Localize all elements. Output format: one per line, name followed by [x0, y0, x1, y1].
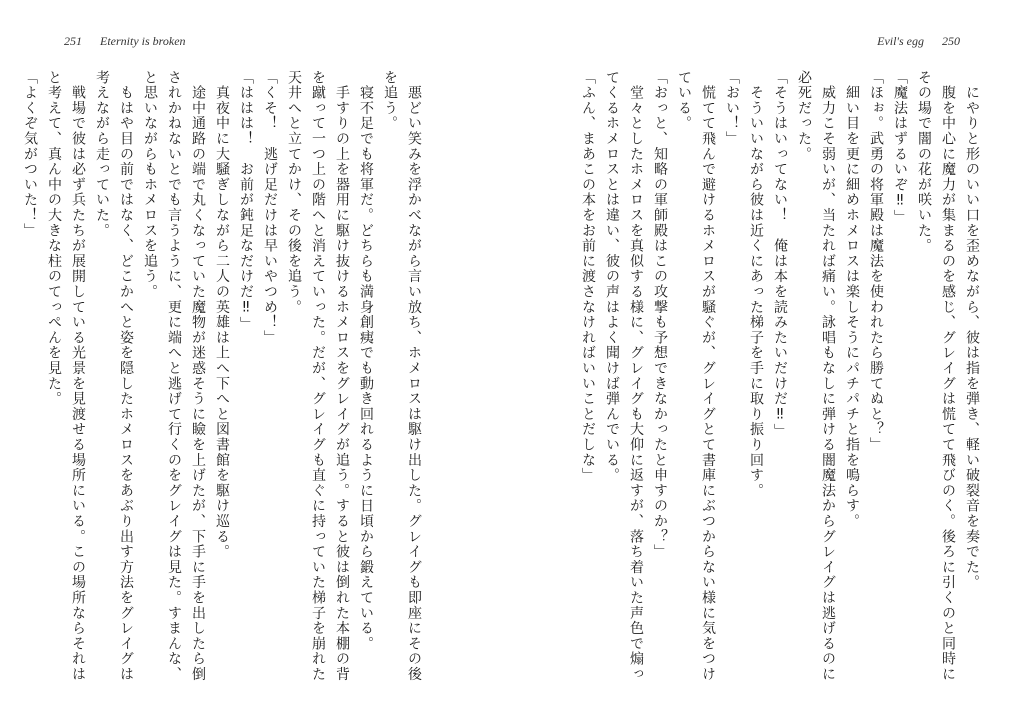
text-line: を追う。 [382, 70, 398, 132]
text-line: てくるホメロスとは違い、彼の声はよく聞けば弾んでいる。 [604, 70, 620, 484]
text-line: 「魔法はずるいぞ‼」 [892, 70, 908, 225]
left-page-header [64, 34, 186, 49]
text-line: 「ほぉ。武勇の将軍殿は魔法を使われたら勝てぬと？」 [868, 70, 884, 453]
text-line: 必死だった。 [796, 70, 812, 162]
text-line: 細い目を更に細めホメロスは楽しそうにパチパチと指を鳴らす。 [844, 70, 860, 529]
text-line: と考えて、真ん中の大きな柱のてっぺんを見た。 [46, 70, 62, 407]
right-page-body [580, 70, 984, 710]
left-running-title: Eternity is broken [100, 34, 186, 48]
text-line: 堂々としたホメロスを真似する様に、グレイグも大仰に返すが、落ち着いた声色で煽っ [628, 70, 644, 682]
text-line: 手すりの上を器用に駆け抜けるホメロスをグレイグが追う。すると彼は倒れた本棚の背 [334, 70, 350, 682]
right-page-number: 250 [942, 34, 960, 48]
text-line: 「そうはいってない！ 俺は本を読みたいだけだ‼」 [772, 70, 788, 440]
text-line: 「よくぞ気がついた！」 [22, 70, 38, 239]
text-line: そういいながら彼は近くにあった梯子を手に取り振り回す。 [748, 70, 764, 499]
text-line: 寝不足でも将軍だ。どちらも満身創痍でも動き回れるように日頃から鍛えている。 [358, 70, 374, 652]
text-line: 「おっと、知略の軍師殿はこの攻撃も予想できなかったと申すのか？」 [652, 70, 668, 560]
text-line: 天井へと立てかけ、その後を追う。 [286, 70, 302, 315]
text-line: 「ははは！ お前が鈍足なだけだ‼」 [238, 70, 254, 333]
text-line: 戦場で彼は必ず兵たちが展開している光景を見渡せる場所にいる。この場所ならそれは [70, 70, 86, 682]
text-line: を蹴って一つ上の階へと消えていった。だが、グレイグも直ぐに持っていた梯子を崩れた [310, 70, 326, 682]
text-line: 悪どい笑みを浮かべながら言い放ち、ホメロスは駆け出した。グレイグも即座にその後 [406, 70, 422, 682]
text-line: ている。 [676, 70, 692, 132]
right-running-title: Evil's egg [877, 34, 924, 48]
text-line: その場で闇の花が咲いた。 [916, 70, 932, 254]
text-line: 威力こそ弱いが、当たれば痛い。詠唱もなしに弾ける闇魔法からグレイグは逃げるのに [820, 70, 836, 682]
text-line: にやりと形のいい口を歪めながら、彼は指を弾き、軽い破裂音を奏でた。 [964, 70, 980, 591]
text-line: 真夜中に大騒ぎしながら二人の英雄は上へ下へと図書館を駆け巡る。 [214, 70, 230, 560]
text-line: 「くそ！ 逃げ足だけは早いやつめ！」 [262, 70, 278, 346]
text-line: 腹を中心に魔力が集まるのを感じ、グレイグは慌てて飛びのく。後ろに引くのと同時に [940, 70, 956, 682]
text-line: もはや目の前ではなく、どこかへと姿を隠したホメロスをあぶり出す方法をグレイグは [118, 70, 134, 682]
left-page-body [22, 70, 426, 710]
text-line: 途中通路の端で丸くなっていた魔物が迷惑そうに瞼を上げたが、下手に手を出したら倒 [190, 70, 206, 682]
right-page-header [877, 34, 960, 49]
text-line: 考えながら走っていた。 [94, 70, 110, 239]
text-line: 慌てて飛んで避けるホメロスが騒ぐが、グレイグとて書庫にぶつからない様に気をつけ [700, 70, 716, 682]
text-line: と思いながらもホメロスを追う。 [142, 70, 158, 300]
text-line: 「おい！」 [724, 70, 740, 147]
left-page-number: 251 [64, 34, 82, 48]
text-line: 「ふん、まあこの本をお前に渡さなければいいことだしな」 [580, 70, 596, 484]
text-line: されかねないとでも言うように、更に端へと逃げて行くのをグレイグは見た。すまんな、 [166, 70, 182, 682]
